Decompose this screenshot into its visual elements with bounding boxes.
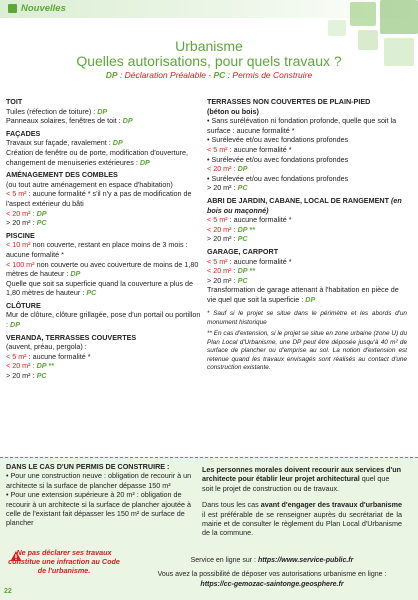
veranda-line: < 5 m² : aucune formalité * [6, 351, 91, 361]
left-column [6, 97, 201, 381]
abbreviation-legend [0, 70, 418, 80]
terrasses-line: • Surélevée et/ou avec fondations profondes [207, 154, 349, 164]
permit-item: • Pour une extension supérieure à 20 m² : obligation de recourir à un architecte si la surface de plancher ajoutée à celle de l'existant fait dépasser les 150 m² de surface de plancher [6, 490, 191, 528]
pc-abbr: PC [213, 70, 226, 80]
piscine-line: < 100 m² non couverte ou avec couverture de moins de 1,80 mètres de hauteur : DP [6, 259, 199, 279]
section-piscine-title: PISCINE [6, 230, 35, 240]
section-terrasses-title: TERRASSES NON COUVERTES DE PLAIN-PIED [207, 97, 371, 106]
right-column [207, 97, 407, 372]
combles-line: < 20 m² : DP [6, 208, 47, 218]
piscine-line: < 10 m² non couverte, restant en place moins de 3 mois : aucune formalité * [6, 240, 188, 259]
warning-text: Ne pas déclarer ses travaux constitue une infraction au Code de l'urbanisme. [8, 548, 120, 576]
footnote-2: ** En cas d'extension, si le projet se situe en zone urbaine (zone U) du Plan Local d'Urbanisme, une DP peut être déposée jusqu'à 40 m² de surface de plancher ou d'emprise au sol. La notion d'extension est retenue quand les travaux envisagés sont réalisés au contact d'une construction existante. [207, 330, 407, 371]
combles-line: < 5 m² : aucune formalité * s'il n'y a pas de modification de l'aspect extérieur du bâti [6, 189, 192, 208]
section-terrasses-subtitle: (béton ou bois) [207, 106, 259, 116]
permit-box [6, 462, 194, 528]
combles-line: (ou tout autre aménagement en espace d'habitation) [6, 179, 173, 189]
abri-line: < 5 m² : aucune formalité * [207, 215, 292, 225]
terrasses-line: < 5 m² : aucune formalité * [207, 144, 292, 154]
permit-title: DANS LE CAS D'UN PERMIS DE CONSTRUIRE : [6, 462, 170, 471]
garage-line: > 20 m² : PC [207, 275, 248, 285]
advice-paragraph: Dans tous les cas avant d'engager des travaux d'urbanisme il est préférable de se renseigner auprès du secrétariat de la mairie et de consulter le règlement du Plan Local d'Urbanisme de la commune. [202, 500, 402, 538]
abri-line: > 20 m² : PC [207, 234, 248, 244]
abri-line: < 20 m² : DP ** [207, 224, 255, 234]
advice-box [202, 465, 402, 545]
veranda-line: (auvent, préau, pergola) : [6, 342, 87, 352]
box-divider [0, 457, 418, 458]
service-line: Vous avez la possibilité de déposer vos autorisations urbanisme en ligne : [157, 571, 387, 579]
terrasses-line: • Surélevée et/ou avec fondations profondes [207, 135, 349, 145]
terrasses-line: > 20 m² : PC [207, 183, 248, 193]
permit-item: • Pour une construction neuve : obligation de recourir à un architecte si la surface de plancher dépasse 150 m² [6, 471, 192, 490]
cloture-line: Mur de clôture, clôture grillagée, pose d'un portail ou portillon : DP [6, 310, 201, 330]
section-veranda-title: VERANDA, TERRASSES COUVERTES [6, 332, 137, 342]
garage-line: < 20 m² : DP ** [207, 266, 255, 276]
combles-line: > 20 m² : PC [6, 218, 47, 228]
footnote-1: * Sauf si le projet se situe dans le périmètre et les abords d'un monument historique [207, 310, 407, 326]
service-line: Service en ligne sur : https://www.service-public.fr [190, 557, 354, 564]
section-cloture-title: CLÔTURE [6, 300, 41, 310]
facades-line: Travaux sur façade, ravalement : DP [6, 138, 123, 148]
section-name: Nouvelles [21, 3, 66, 14]
terrasses-line: < 20 m² : DP [207, 164, 248, 174]
page-number: 22 [4, 588, 12, 595]
veranda-line: < 20 m² : DP ** [6, 361, 54, 371]
section-square-icon [8, 4, 17, 13]
facades-line: Création de fenêtre ou de porte, modification d'ouverture, changement de menuiseries extérieures : DP [6, 147, 188, 167]
section-toit-title: TOIT [6, 97, 23, 106]
section-garage-title: GARAGE, CARPORT [207, 246, 279, 256]
terrasses-line: • Surélevée et/ou avec fondations profondes [207, 173, 349, 183]
service-public-link[interactable]: https://www.service-public.fr [257, 557, 354, 564]
pc-meaning: : Permis de Construire [225, 70, 313, 80]
page-title: Urbanisme [175, 38, 243, 54]
piscine-line: Quelle que soit sa superficie quand la couverture a plus de 1,80 mètres de hauteur : PC [6, 278, 193, 298]
geosphere-link[interactable]: https://cc-gemozac-saintonge.geosphere.fr [200, 580, 344, 588]
veranda-line: > 20 m² : PC [6, 371, 47, 381]
advice-paragraph: Les personnes morales doivent recourir aux services d'un architecte pour établir leur projet architectural quel que soit le projet de construction ou de travaux. [202, 465, 402, 493]
toit-line: Tuiles (réfection de toiture) : DP [6, 106, 108, 116]
dp-meaning: : Déclaration Préalable - [117, 70, 214, 80]
toit-line: Panneaux solaires, fenêtres de toit : DP [6, 116, 133, 126]
terrasses-line: • Sans surélévation ni fondation profonde, quelle que soit la surface : aucune formalité * [207, 116, 397, 135]
section-facades-title: FAÇADES [6, 128, 41, 138]
page-subtitle: Quelles autorisations, pour quels travaux ? [76, 53, 342, 69]
section-combles-title: AMÉNAGEMENT DES COMBLES [6, 170, 118, 180]
online-services [130, 556, 414, 589]
garage-line: Transformation de garage attenant à l'habitation en pièce de vie quel que soit la superficie : DP [207, 285, 399, 304]
garage-line: < 5 m² : aucune formalité * [207, 256, 292, 266]
section-abri-title: ABRI DE JARDIN, CABANE, LOCAL DE RANGEMENT (en bois ou maçonné) [207, 195, 402, 215]
dp-abbr: DP [105, 70, 118, 80]
